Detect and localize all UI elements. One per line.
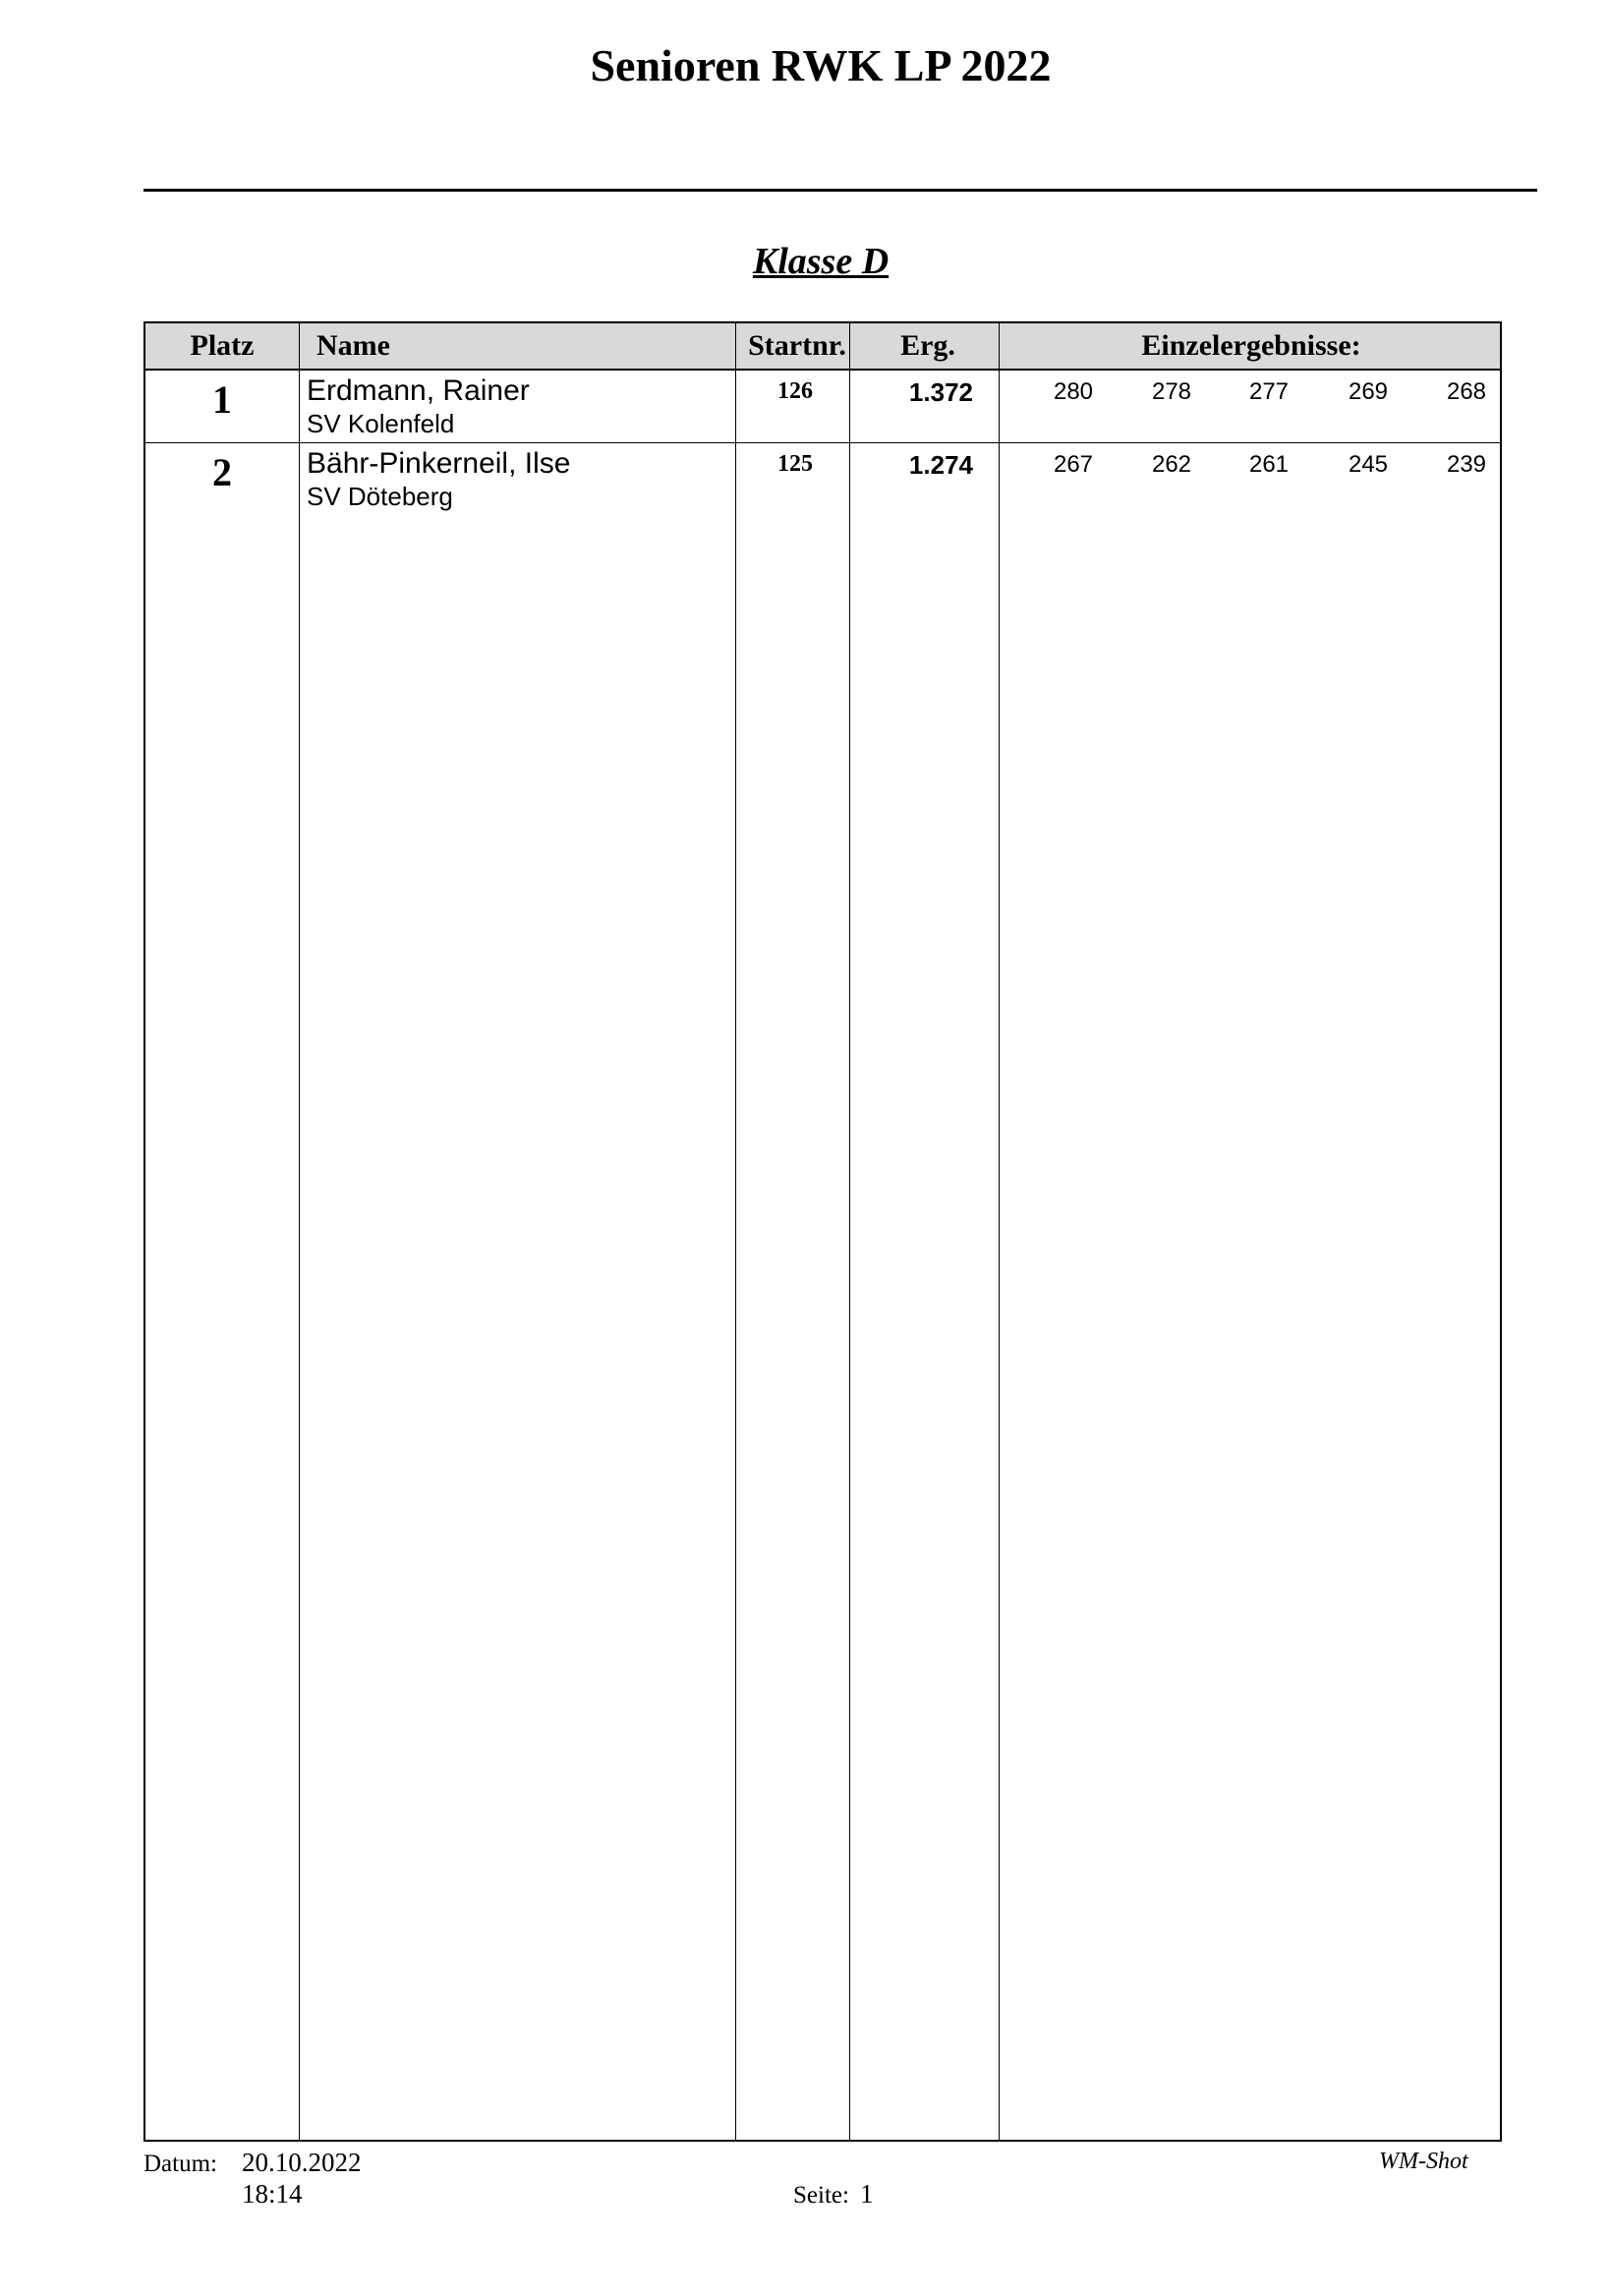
row-club: SV Döteberg (307, 482, 453, 511)
row-separator (145, 442, 1500, 443)
page-title: Senioren RWK LP 2022 (590, 40, 1052, 90)
column-divider (849, 323, 850, 2140)
column-divider (999, 323, 1000, 2140)
header-erg: Erg. (900, 329, 955, 362)
column-divider (735, 323, 736, 2140)
row-single-result: 280 (1053, 378, 1094, 405)
row-startnr: 125 (777, 451, 813, 477)
row-result: 1.372 (908, 377, 973, 407)
footer-seite-label: Seite: (793, 2182, 849, 2209)
class-heading: Klasse D (752, 241, 890, 282)
row-place: 1 (212, 377, 232, 422)
header-name: Name (316, 329, 390, 362)
header-einzelergebnisse: Einzelergebnisse: (1141, 329, 1361, 362)
column-divider (299, 323, 300, 2140)
footer-date: 20.10.2022 (242, 2148, 362, 2177)
row-single-result: 262 (1151, 451, 1192, 478)
table-header-row (145, 323, 1500, 371)
row-club: SV Kolenfeld (307, 409, 455, 438)
row-single-result: 239 (1446, 451, 1487, 478)
row-single-result: 268 (1446, 378, 1487, 405)
footer-seite-value: 1 (860, 2179, 874, 2209)
row-single-result: 267 (1053, 451, 1094, 478)
row-result: 1.274 (908, 450, 973, 480)
title-divider (144, 189, 1537, 192)
row-single-result: 277 (1248, 378, 1290, 405)
row-single-result: 261 (1248, 451, 1290, 478)
row-single-result: 278 (1151, 378, 1192, 405)
footer-software: WM-Shot (1379, 2149, 1468, 2174)
header-platz: Platz (190, 329, 255, 362)
row-single-result: 245 (1348, 451, 1389, 478)
row-name: Erdmann, Rainer (307, 374, 530, 407)
header-startnr: Startnr. (748, 329, 846, 362)
footer-datum-label: Datum: (144, 2151, 217, 2177)
row-name: Bähr-Pinkerneil, Ilse (307, 447, 571, 480)
footer-time: 18:14 (242, 2179, 303, 2209)
results-table (144, 321, 1502, 2142)
row-place: 2 (212, 450, 232, 494)
row-startnr: 126 (777, 378, 813, 404)
row-single-result: 269 (1348, 378, 1389, 405)
